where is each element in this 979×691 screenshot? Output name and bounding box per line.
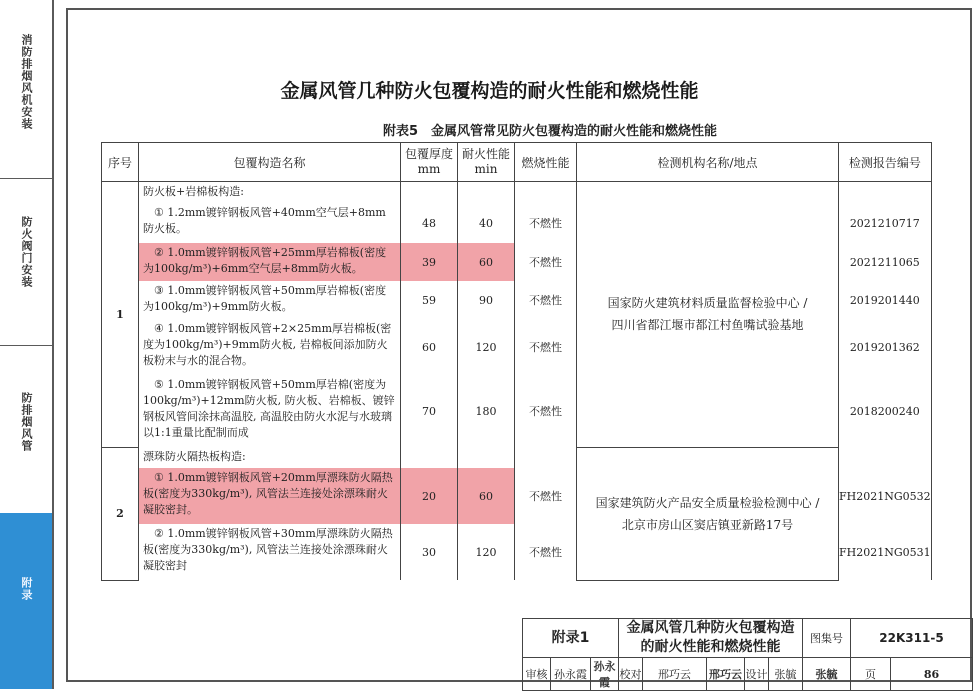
page-title: 金属风管几种防火包覆构造的耐火性能和燃烧性能: [280, 80, 699, 102]
burn-rating-value: 不燃性: [515, 319, 577, 375]
sidebar-section-valve[interactable]: 防火阀门安装: [20, 216, 33, 288]
sidebar-divider: [0, 345, 52, 346]
designer: 张毓: [769, 658, 803, 691]
construction-name: ① 1.0mm镀锌钢板风管+20mm厚漂珠防火隔热板(密度为330kg/m³), 风管法兰连接处涂漂珠耐火凝胶密封。: [139, 468, 401, 524]
table-row: [102, 182, 932, 204]
sidebar-divider: [0, 178, 52, 179]
row-seq: 1: [102, 182, 139, 448]
test-org: 国家防火建筑材料质量监督检验中心 / 四川省都江堰市都江村鱼嘴试验基地: [577, 182, 839, 448]
test-org: 国家建筑防火产品安全质量检验检测中心 / 北京市房山区窦店镇亚新路17号: [577, 447, 839, 580]
fire-performance-table: [101, 142, 932, 581]
page-number: 86: [891, 658, 973, 691]
fire-rating-value: 120: [458, 319, 515, 375]
header-seq: 序号: [102, 143, 139, 182]
review-label: 审核: [523, 658, 551, 691]
fire-rating-value: 120: [458, 524, 515, 580]
report-number: FH2021NG0531: [839, 524, 932, 580]
burn-rating-value: 不燃性: [515, 203, 577, 243]
design-label: 设计: [745, 658, 769, 691]
construction-name: ④ 1.0mm镀锌钢板风管+2×25mm厚岩棉板(密度为100kg/m³)+9mm防火板, 岩棉板间添加防火板粉末与水的混合物。: [139, 319, 401, 375]
burn-rating-value: 不燃性: [515, 243, 577, 281]
thickness-value: 30: [401, 524, 458, 580]
fire-rating-value: 40: [458, 203, 515, 243]
fire-rating-value: 60: [458, 243, 515, 281]
atlas-label: 图集号: [803, 619, 851, 658]
group-title: 漂珠防火隔热板构造:: [139, 447, 401, 468]
group-title: 防火板+岩棉板构造:: [139, 182, 401, 204]
thickness-value: 20: [401, 468, 458, 524]
page-label: 页: [851, 658, 891, 691]
checker-signature: 邢巧云: [707, 658, 745, 691]
reviewer: 孙永霞: [551, 658, 591, 691]
thickness-value: 60: [401, 319, 458, 375]
table-row: [102, 447, 932, 468]
sidebar-section-duct[interactable]: 防排烟风管: [20, 392, 33, 452]
header-thickness: 包覆厚度 mm: [401, 143, 458, 182]
construction-name: ② 1.0mm镀锌钢板风管+25mm厚岩棉板(密度为100kg/m³)+6mm空气层+8mm防火板。: [139, 243, 401, 281]
fire-rating-value: 60: [458, 468, 515, 524]
report-number: 2021210717: [839, 203, 932, 243]
title-block: [522, 618, 973, 691]
row-seq: 2: [102, 447, 139, 580]
sidebar: [0, 0, 54, 689]
sidebar-section-fan[interactable]: 消防排烟风机安装: [20, 34, 33, 130]
report-number: 2019201440: [839, 281, 932, 319]
construction-name: ⑤ 1.0mm镀锌钢板风管+50mm厚岩棉(密度为100kg/m³)+12mm防火板, 防火板、岩棉板、镀锌钢板风管间涂抹高温胶, 高温胶由防火水泥与水玻璃以1:1重量比配制而成: [139, 375, 401, 447]
checker: 邢巧云: [643, 658, 707, 691]
designer-signature: 张毓: [803, 658, 851, 691]
atlas-number: 22K311-5: [851, 619, 973, 658]
burn-rating-value: 不燃性: [515, 468, 577, 524]
header-fire: 耐火性能 min: [458, 143, 515, 182]
construction-name: ③ 1.0mm镀锌钢板风管+50mm厚岩棉板(密度为100kg/m³)+9mm防火板。: [139, 281, 401, 319]
report-number: 2018200240: [839, 375, 932, 447]
header-report: 检测报告编号: [839, 143, 932, 182]
thickness-value: 48: [401, 203, 458, 243]
title-block-title: 金属风管几种防火包覆构造 的耐火性能和燃烧性能: [619, 619, 803, 658]
report-number: FH2021NG0532: [839, 468, 932, 524]
fire-rating-value: 90: [458, 281, 515, 319]
thickness-value: 70: [401, 375, 458, 447]
header-burn: 燃烧性能: [515, 143, 577, 182]
thickness-value: 59: [401, 281, 458, 319]
burn-rating-value: 不燃性: [515, 375, 577, 447]
report-number: 2019201362: [839, 319, 932, 375]
reviewer-signature: 孙永霞: [591, 658, 619, 691]
title-block-section: 附录1: [523, 619, 619, 658]
header-org: 检测机构名称/地点: [577, 143, 839, 182]
table-header-row: [102, 143, 932, 182]
burn-rating-value: 不燃性: [515, 524, 577, 580]
thickness-value: 39: [401, 243, 458, 281]
burn-rating-value: 不燃性: [515, 281, 577, 319]
construction-name: ① 1.2mm镀锌钢板风管+40mm空气层+8mm防火板。: [139, 203, 401, 243]
sidebar-section-appendix[interactable]: 附录: [0, 513, 52, 689]
table-title: 附表5 金属风管常见防火包覆构造的耐火性能和燃烧性能: [382, 124, 718, 139]
header-name: 包覆构造名称: [139, 143, 401, 182]
fire-rating-value: 180: [458, 375, 515, 447]
construction-name: ② 1.0mm镀锌钢板风管+30mm厚漂珠防火隔热板(密度为330kg/m³), 风管法兰连接处涂漂珠耐火凝胶密封: [139, 524, 401, 580]
check-label: 校对: [619, 658, 643, 691]
report-number: 2021211065: [839, 243, 932, 281]
